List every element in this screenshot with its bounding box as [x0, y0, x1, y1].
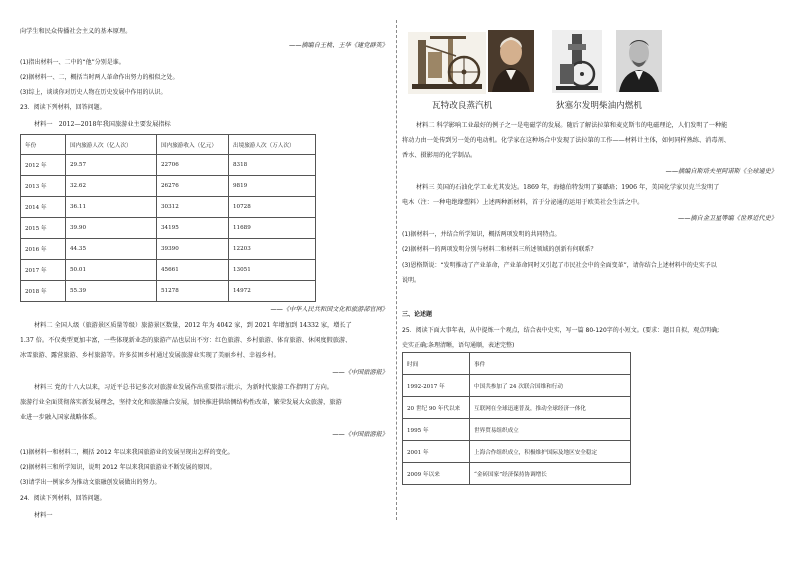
tourism-table [20, 134, 316, 302]
q23-item-1: (1)据材料一和材料二，概括 2012 年以来我国旅游业的发展呈现出怎样的变化。 [20, 449, 234, 456]
caption-watt: 瓦特改良蒸汽机 [432, 101, 493, 111]
table-cell: 9819 [229, 176, 316, 197]
table-cell: “金砖国家”经济保持协调增长 [470, 463, 631, 485]
table-row [21, 218, 316, 239]
section-3-heading: 三、论述题 [402, 311, 433, 318]
m2-line-1: 材料二 全国人级（旅游景区质量等级）旅游景区数量，2012 年为 4042 家，到 2021 年增加到 14332 家，增长了 [34, 322, 352, 329]
table-cell: 30312 [157, 197, 229, 218]
table-row [403, 375, 631, 397]
q24-item-1: (1)据材料一，并结合所学知识，概括两项发明的共同特点。 [402, 231, 561, 238]
table-cell: 互联网在全球迅速普及，推动全球经济一体化 [470, 397, 631, 419]
table-header-cell: 出境旅游人次（万人次） [229, 135, 316, 155]
q23-title: 23．阅读下列材料，回答问题。 [20, 104, 106, 111]
table-cell: 45661 [157, 260, 229, 281]
m3-line-3: 业进一步融入国家战略体系。 [20, 414, 101, 421]
q22-item-3: (3)综上，谈谈你对历史人物在历史发展中作用的认识。 [20, 89, 167, 96]
table-row [403, 419, 631, 441]
table-row [21, 281, 316, 302]
table-cell: 39.90 [66, 218, 157, 239]
q22-item-2: (2)据材料一、二，概括当时两人革命作出努力的相似之处。 [20, 74, 179, 81]
table-row [21, 176, 316, 197]
intro-source: ——摘编自王桃、王华《建党群英》 [289, 42, 388, 49]
table-cell: 2017 年 [21, 260, 66, 281]
q24-item-4: 说明。 [402, 277, 421, 284]
r-m2-source: ——摘编自斯塔夫里阿诺斯《全球通史》 [665, 168, 777, 175]
table-row [403, 463, 631, 485]
m2-line-3: 冰雪旅游、露营旅游、乡村旅游等。许多贫困乡村通过发展旅游业实现了美丽乡村、幸福乡村。 [20, 352, 280, 359]
m2-source: ——《中国旅游报》 [332, 369, 388, 376]
table-cell: 2015 年 [21, 218, 66, 239]
r-m3-line-2: 电木（注：一种电绝缘塑料）上述两种新材料，首于分泌通的运用于欧美社会生活之中。 [402, 199, 644, 206]
table-row [403, 397, 631, 419]
q23-item-3: (3)请学出一例家乡为推动文旅融创发展做出的努力。 [20, 479, 161, 486]
table-header-row [21, 135, 316, 155]
r-m3-line-1: 材料三 美国的石油化学工业尤其发达。1869 年，海德伯特发明了赛璐珞；1906 年，美国化学家贝克兰发明了 [416, 184, 720, 191]
table-cell: 2018 年 [21, 281, 66, 302]
table-cell: 1992-2017 年 [403, 375, 470, 397]
table-row [21, 239, 316, 260]
m2-line-2: 1.37 倍。不仅类型更加丰富，一些体现新业态的旅游产品也层出不穷：红色旅游、乡村旅游、体育旅游、休闲度假旅游、 [20, 337, 352, 344]
timeline-header-row [403, 353, 631, 375]
timeline-header-cell: 时间 [403, 353, 470, 375]
table-cell: 上海合作组织成立，积极维护国际及地区安全稳定 [470, 441, 631, 463]
r-m2-line-1: 材料二 科学影响工业最好的例子之一是电磁学的发展。随后了解法拉第和麦克斯韦的电磁理论，人们发明了一种能 [416, 122, 728, 129]
table-cell: 50.01 [66, 260, 157, 281]
table-cell: 1995 年 [403, 419, 470, 441]
q23-item-2: (2)据材料三和所学知识，说明 2012 年以来我国旅游业不断发展的原因。 [20, 464, 216, 471]
m3-source: ——《中国旅游报》 [332, 431, 388, 438]
table-row [403, 441, 631, 463]
watt-portrait-image [488, 30, 534, 92]
table-cell: 22706 [157, 155, 229, 176]
column-divider [396, 20, 397, 520]
m3-line-2: 旅游行业全面贯彻落实新发展理念，坚持文化和旅游融合发展，加快推进供给侧结构性改革，繁荣发展大众旅游，旅游 [20, 399, 342, 406]
table-cell: 34195 [157, 218, 229, 239]
table-cell: 8318 [229, 155, 316, 176]
table-cell: 2013 年 [21, 176, 66, 197]
table-header-cell: 年份 [21, 135, 66, 155]
table-cell: 55.39 [66, 281, 157, 302]
diesel-engine-image [552, 30, 602, 93]
table-cell: 51278 [157, 281, 229, 302]
q24-item-3: (3)恩格斯说：“发明推动了产业革命，产业革命同时又引起了市民社会中的全面变革”，请你结合上述材料中的史实予以 [402, 262, 717, 269]
intro-line: 向学生和民众传播社会主义的基本原理。 [20, 28, 132, 35]
q22-item-1: (1)指出材料一、二中的“他”分别是谁。 [20, 59, 125, 66]
table-cell: 12203 [229, 239, 316, 260]
table-cell: 13051 [229, 260, 316, 281]
table-cell: 世界贸易组织成立 [470, 419, 631, 441]
table-cell: 14972 [229, 281, 316, 302]
r-m3-source: ——摘自金卫星等编《世界近代史》 [678, 215, 777, 222]
table-cell: 2014 年 [21, 197, 66, 218]
q25-line-1: 25．阅读下面大事年表，从中提炼一个观点，结合表中史实，写一篇 80-120字的小短文。(要求：题目自拟，观点明确; [402, 327, 720, 334]
m1-title: 材料一 2012—2018年我国旅游业主要发展指标 [34, 121, 171, 128]
diesel-portrait-image [616, 30, 662, 92]
table-cell: 10728 [229, 197, 316, 218]
table-cell: 32.62 [66, 176, 157, 197]
q24-m1: 材料一 [34, 512, 53, 519]
steam-engine-image [408, 32, 486, 94]
table-cell: 2009 年以来 [403, 463, 470, 485]
table-header-cell: 国内旅游收入（亿元） [157, 135, 229, 155]
m3-line-1: 材料三 党的十八大以来，习近平总书记多次对旅游业发展作出重要指示批示，为新时代旅游工作指明了方向。 [34, 384, 333, 391]
table-cell: 29.57 [66, 155, 157, 176]
table-cell: 2012 年 [21, 155, 66, 176]
table-cell: 2016 年 [21, 239, 66, 260]
table-row [21, 155, 316, 176]
r-m2-line-2: 将动力由一处传到另一处的电动机。化学家在这种场合中发现了法拉第的工作——材料计主体，如何同样熟练、消毒剂、 [402, 137, 730, 144]
q24-title: 24．阅读下列材料，回答问题。 [20, 495, 106, 502]
caption-diesel: 狄塞尔发明柴油内燃机 [556, 101, 642, 111]
table-cell: 36.11 [66, 197, 157, 218]
table-cell: 11689 [229, 218, 316, 239]
table-source: ——《中华人民共和国文化和旅游部官网》 [270, 306, 388, 313]
r-m2-line-3: 香水、摄影用的化学制品。 [402, 152, 477, 159]
table-cell: 26276 [157, 176, 229, 197]
table-row [21, 197, 316, 218]
timeline-table [402, 352, 631, 485]
table-row [21, 260, 316, 281]
table-cell: 20 世纪 90 年代以来 [403, 397, 470, 419]
timeline-header-cell: 事件 [470, 353, 631, 375]
table-cell: 44.35 [66, 239, 157, 260]
q24-item-2: (2)据材料一的两项发明分别与材料二和材料三所述领域的创新有何联系？ [402, 246, 597, 253]
table-cell: 39390 [157, 239, 229, 260]
q25-line-2: 史实正确;条理清晰，语句通顺，表述完整) [402, 342, 515, 349]
table-header-cell: 国内旅游人次（亿人次） [66, 135, 157, 155]
table-cell: 2001 年 [403, 441, 470, 463]
table-cell: 中国共参加了 24 次联合国维和行动 [470, 375, 631, 397]
